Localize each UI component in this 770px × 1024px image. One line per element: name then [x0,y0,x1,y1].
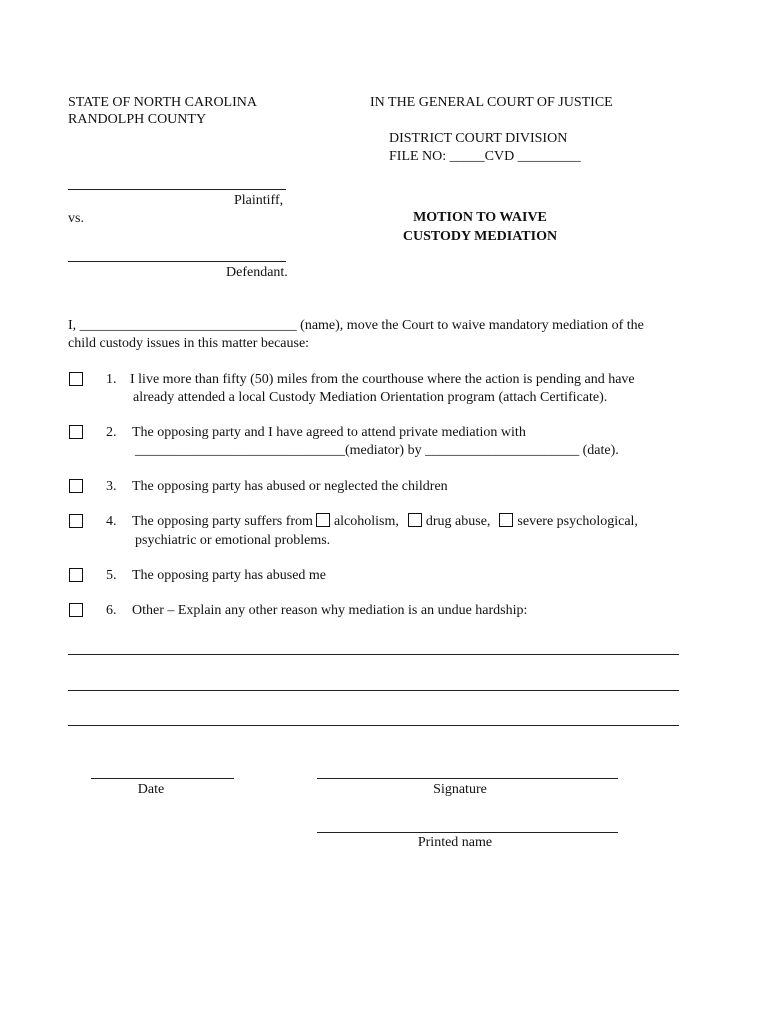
reason-6-text: Other – Explain any other reason why mediation is an undue hardship: [132,603,528,618]
reason-2-text: The opposing party and I have agreed to attend private mediation with [132,425,526,440]
reason-4-prefix: The opposing party suffers from [132,514,313,529]
reason-1-text-continued: already attended a local Custody Mediation Orientation program (attach Certificate). [133,390,608,405]
reason-5-checkbox[interactable] [69,568,83,582]
signature-label: Signature [433,782,487,797]
date-label: Date [137,782,165,797]
reason-3-text: The opposing party has abused or neglected the children [132,479,448,494]
versus-label: vs. [68,211,84,226]
explanation-line-2[interactable] [68,690,679,691]
reason-1-number: 1. [106,372,117,387]
court-label: IN THE GENERAL COURT OF JUSTICE [370,95,613,110]
plaintiff-name-line[interactable] [68,189,286,190]
reason-3-checkbox[interactable] [69,479,83,493]
reason-5-text: The opposing party has abused me [132,568,327,583]
explanation-line-3[interactable] [68,725,679,726]
reason-4-number: 4. [106,514,117,529]
signature-line[interactable] [317,778,618,779]
county-label: RANDOLPH COUNTY [68,112,207,127]
state-label: STATE OF NORTH CAROLINA [68,95,257,110]
date-line[interactable] [91,778,234,779]
reason-3-number: 3. [106,479,117,494]
explanation-line-1[interactable] [68,654,679,655]
drug-abuse-label: drug abuse, [425,514,491,529]
defendant-label: Defendant. [226,265,288,280]
psychological-label: severe psychological, [517,514,638,529]
defendant-name-line[interactable] [68,261,286,262]
reason-1-text: I live more than fifty (50) miles from the courthouse where the action is pending and have [130,372,635,387]
drug-abuse-checkbox[interactable] [408,513,422,527]
reason-4-checkbox[interactable] [69,514,83,528]
alcoholism-label: alcoholism, [333,514,399,529]
reason-2-checkbox[interactable] [69,425,83,439]
name-statement[interactable]: I, _______________________________ (name), move the Court to waive mandatory mediation of the [68,318,644,333]
reason-2-number: 2. [106,425,117,440]
reason-4-text [132,513,638,530]
alcoholism-checkbox[interactable] [316,513,330,527]
reason-5-number: 5. [106,568,117,583]
form-title-line-1: MOTION TO WAIVE [413,210,547,225]
psychological-checkbox[interactable] [499,513,513,527]
file-number-field[interactable]: FILE NO: _____CVD _________ [389,149,581,164]
statement-continuation: child custody issues in this matter because: [68,336,310,351]
division-label: DISTRICT COURT DIVISION [389,131,568,146]
mediator-date-fields[interactable]: ______________________________(mediator) by ______________________ (date). [135,443,619,458]
form-title-line-2: CUSTODY MEDIATION [402,229,558,244]
plaintiff-label: Plaintiff, [234,193,284,208]
reason-1-checkbox[interactable] [69,372,83,386]
reason-6-number: 6. [106,603,117,618]
printed-name-line[interactable] [317,832,618,833]
printed-name-label: Printed name [417,835,493,850]
reason-6-checkbox[interactable] [69,603,83,617]
reason-4-text-continued: psychiatric or emotional problems. [135,533,331,548]
